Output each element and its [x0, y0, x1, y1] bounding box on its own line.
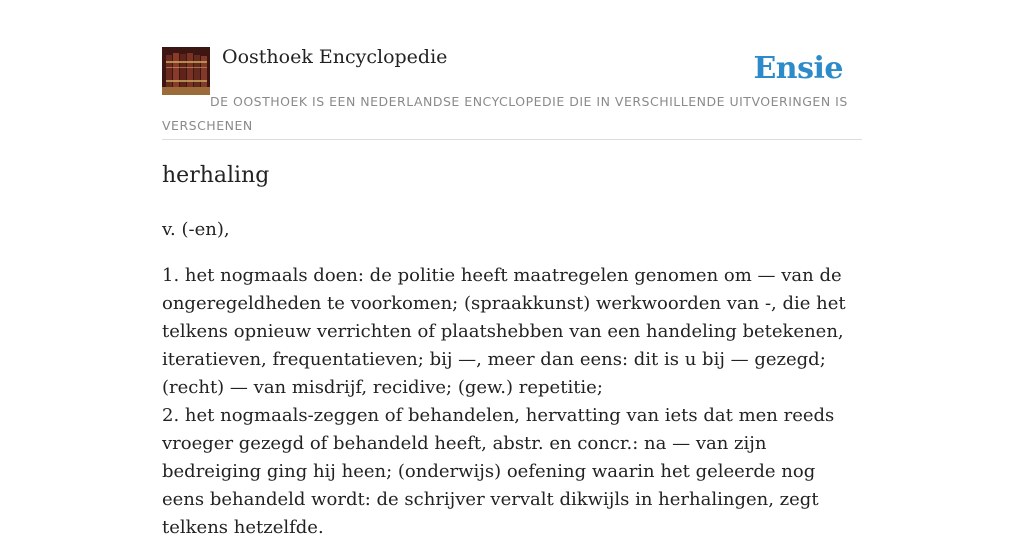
- encyclopedia-books-icon[interactable]: [162, 47, 210, 95]
- page-title: herhaling: [162, 163, 270, 188]
- definition-sense-2: 2. het nogmaals-zeggen of behandelen, hervatting van iets dat men reeds vroeger gezegd of behandeld heeft, abstr. en concr.: na — van zijn bedreiging ging hij heen; (onderwijs) oefening waarin het geleerde nog eens behandeld wordt: de schrijver vervalt dikwijls in herhalingen, zegt telkens hetzelfde.: [162, 405, 835, 538]
- entry-body: [162, 216, 862, 560]
- grammar-info: v. (-en),: [162, 219, 230, 240]
- definition-sense-1: 1. het nogmaals doen: de politie heeft maatregelen genomen om — van de ongeregeldheden te voorkomen; (spraakkunst) werkwoorden van -, die het telkens opnieuw verrichten of plaatshebben van een handeling betekenen, iteratieven, frequentatieven; bij —, meer dan eens: dit is u bij — gezegd; (recht) — van misdrijf, recidive; (gew.) repetitie;: [162, 265, 846, 398]
- site-tagline: DE OOSTHOEK IS EEN NEDERLANDSE ENCYCLOPEDIE DIE IN VERSCHILLENDE UITVOERINGEN IS VERSCHENEN: [162, 94, 848, 133]
- ensie-logo-link[interactable]: Ensie: [753, 51, 843, 86]
- site-title[interactable]: Oosthoek Encyclopedie: [222, 46, 448, 68]
- header-divider: [162, 139, 862, 140]
- definition-text: [162, 262, 862, 542]
